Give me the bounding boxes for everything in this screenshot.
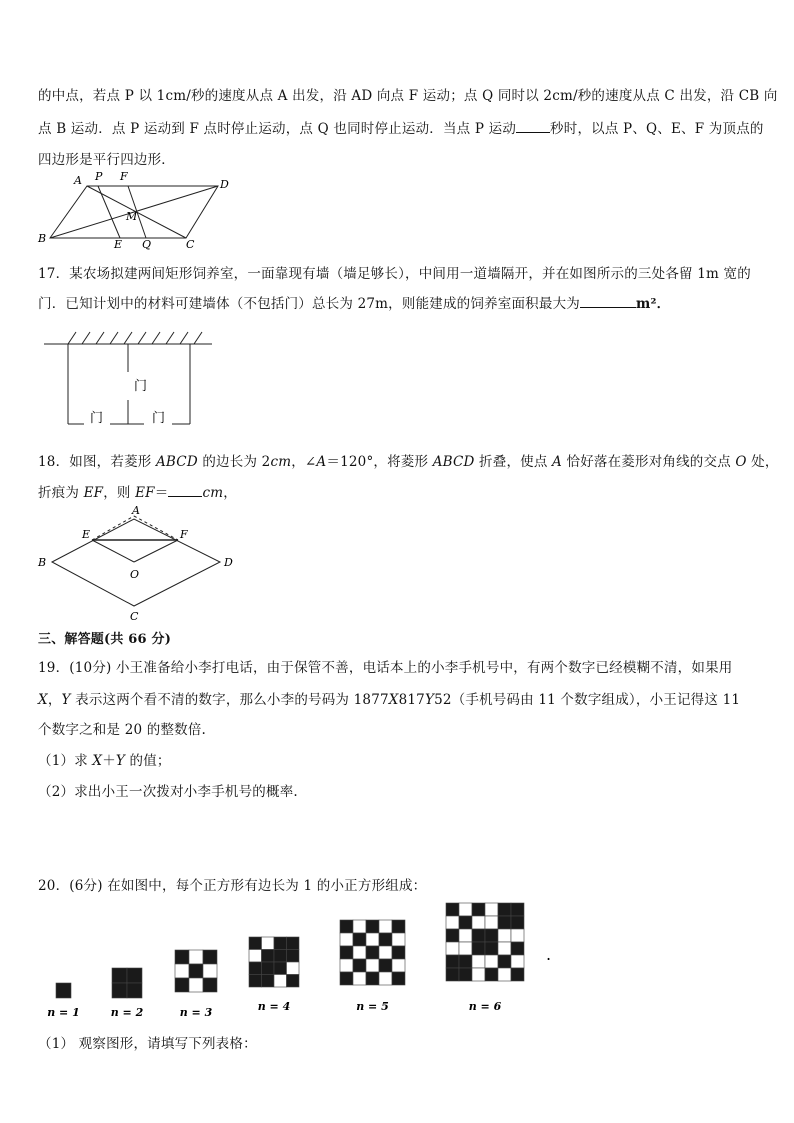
q17-answer-blank[interactable] xyxy=(580,307,636,308)
pattern-cell xyxy=(392,946,405,959)
q16-label-F: F xyxy=(120,170,128,183)
pattern-cell xyxy=(498,955,511,968)
pattern-cell xyxy=(203,950,217,964)
pattern-cell xyxy=(379,946,392,959)
pattern-cell xyxy=(366,959,379,972)
q19-p1b: ＋ xyxy=(102,753,116,769)
pattern-cell xyxy=(485,916,498,929)
pattern-cell xyxy=(446,955,459,968)
pattern-cell xyxy=(379,959,392,972)
pattern-cell xyxy=(511,968,524,981)
q19-t4: 52（手机号码由 11 个数字组成），小王记得这 11 xyxy=(434,692,741,708)
q18-t5: 折叠，使点 xyxy=(474,454,553,470)
pattern-cell xyxy=(446,968,459,981)
pattern-cell xyxy=(511,955,524,968)
pattern-cell xyxy=(56,983,71,998)
q19-X-1: X xyxy=(38,692,48,708)
q18-t10: ＝ xyxy=(154,485,169,501)
pattern-cell xyxy=(175,950,189,964)
q19-line2 xyxy=(38,688,740,708)
pattern-cell xyxy=(459,955,472,968)
pattern-cell xyxy=(379,933,392,946)
pattern-cell xyxy=(459,929,472,942)
q18-label-F: F xyxy=(180,528,188,541)
pattern-cell xyxy=(175,964,189,978)
pattern-cell xyxy=(379,972,392,985)
q18-label-E: E xyxy=(82,528,91,541)
pattern-period: . xyxy=(546,945,552,964)
pattern-label-n5: n = 5 xyxy=(356,1000,389,1013)
pattern-n5 xyxy=(340,920,405,985)
q19-Y-2: Y xyxy=(424,692,435,708)
q18-EF-1: EF xyxy=(83,485,104,501)
q16-label-B: B xyxy=(38,232,47,245)
pattern-cell xyxy=(392,933,405,946)
q18-t9: ，则 xyxy=(103,485,136,501)
q18-cm-2: cm xyxy=(202,485,224,501)
q16-line3: 四边形是平行四边形． xyxy=(38,152,175,168)
pattern-cell xyxy=(112,983,127,998)
pattern-cell xyxy=(485,903,498,916)
pattern-cell xyxy=(189,950,203,964)
pattern-cell xyxy=(392,972,405,985)
pattern-cell xyxy=(485,929,498,942)
q19-Y-3: Y xyxy=(115,753,126,769)
pattern-cell xyxy=(189,978,203,992)
q18-answer-blank[interactable] xyxy=(168,496,202,497)
pattern-cell xyxy=(262,975,275,988)
q18-t1: 18．如图，若菱形 xyxy=(38,454,156,470)
q16-label-C: C xyxy=(186,238,195,250)
q17-line2 xyxy=(38,292,670,312)
q18-abcd-2: ABCD xyxy=(432,454,475,470)
q18-cm-1: cm xyxy=(270,454,292,470)
pattern-cell xyxy=(340,959,353,972)
pattern-cell xyxy=(485,968,498,981)
pattern-cell xyxy=(366,972,379,985)
q18-line2 xyxy=(38,481,237,501)
q16-label-M: M xyxy=(126,210,138,223)
pattern-cell xyxy=(287,937,300,950)
q18-t7: 处， xyxy=(746,454,779,470)
q19-p1a: （1）求 xyxy=(38,753,93,769)
q18-rhombus-figure xyxy=(34,504,244,624)
q19-line3: 个数字之和是 20 的整数倍. xyxy=(38,722,207,738)
pattern-cell xyxy=(353,920,366,933)
pattern-cell xyxy=(249,937,262,950)
pattern-cell xyxy=(353,972,366,985)
pattern-cell xyxy=(498,903,511,916)
pattern-cell xyxy=(249,962,262,975)
pattern-cell xyxy=(498,968,511,981)
pattern-n6 xyxy=(446,903,524,981)
pattern-cell xyxy=(353,946,366,959)
pattern-cell xyxy=(446,903,459,916)
pattern-cell xyxy=(340,933,353,946)
pattern-cell xyxy=(498,942,511,955)
pattern-n1 xyxy=(56,983,71,998)
pattern-cell xyxy=(340,920,353,933)
q19-part1 xyxy=(38,749,171,769)
pattern-cell xyxy=(203,964,217,978)
q18-label-A: A xyxy=(132,504,140,517)
q19-t1: ， xyxy=(47,692,62,708)
pattern-cell xyxy=(511,903,524,916)
pattern-cell xyxy=(472,968,485,981)
q18-O: O xyxy=(735,454,747,470)
q19-line1: 19．(10分) 小王准备给小李打电话，由于保管不善，电话本上的小李手机号中，有两个数字已经模糊不清，如果用 xyxy=(38,660,733,676)
pattern-cell xyxy=(392,920,405,933)
pattern-cell xyxy=(353,959,366,972)
pattern-n3 xyxy=(175,950,217,992)
pattern-cell xyxy=(446,929,459,942)
q19-t3: 817 xyxy=(398,692,425,708)
q16-line2a: 点 B 运动．点 P 运动到 F 点时停止运动，点 Q 也同时停止运动．当点 P 运动 xyxy=(38,121,517,137)
q16-label-A: A xyxy=(74,174,82,187)
pattern-cell xyxy=(446,942,459,955)
section-heading: 三、解答题(共 66 分) xyxy=(38,632,172,647)
pattern-cell xyxy=(446,916,459,929)
q18-abcd-1: ABCD xyxy=(155,454,198,470)
q18-t8: 折痕为 xyxy=(38,485,84,501)
q18-A-1: A xyxy=(316,454,327,470)
pattern-cell xyxy=(287,950,300,963)
q17-line1: 17．某农场拟建两间矩形饲养室，一面靠现有墙（墙足够长），中间用一道墙隔开，并在如图所示的三处各留 1m 宽的 xyxy=(38,266,751,282)
q20-part1: （1） 观察图形，请填写下列表格： xyxy=(38,1036,257,1052)
q16-line2 xyxy=(38,117,764,137)
pattern-cell xyxy=(366,933,379,946)
q19-p1c: 的值； xyxy=(125,753,171,769)
pattern-cell xyxy=(127,968,142,983)
q18-label-C: C xyxy=(130,610,139,623)
pattern-cell xyxy=(287,962,300,975)
q16-line1: 的中点，若点 P 以 1cm/秒的速度从点 A 出发，沿 AD 向点 F 运动；点 Q 同时以 2cm/秒的速度从点 C 出发，沿 CB 向 xyxy=(38,88,778,104)
pattern-cell xyxy=(459,968,472,981)
pattern-cell xyxy=(472,929,485,942)
pattern-cell xyxy=(459,903,472,916)
q18-label-O: O xyxy=(130,568,140,581)
pattern-label-n6: n = 6 xyxy=(468,1000,502,1013)
pattern-cell xyxy=(498,929,511,942)
pattern-cell xyxy=(379,920,392,933)
q18-t6: 恰好落在菱形对角线的交点 xyxy=(562,454,736,470)
pattern-cell xyxy=(485,942,498,955)
pattern-cell xyxy=(459,942,472,955)
q16-label-P: P xyxy=(95,170,103,183)
pattern-cell xyxy=(392,959,405,972)
q18-EF-2: EF xyxy=(135,485,155,501)
pattern-cell xyxy=(274,937,287,950)
pattern-cell xyxy=(189,964,203,978)
pattern-n4 xyxy=(249,937,299,987)
pattern-cell xyxy=(459,916,472,929)
q19-t2: 表示这两个看不清的数字，那么小李的号码为 1877 xyxy=(70,692,389,708)
q16-label-E: E xyxy=(114,238,123,250)
q19-X-3: X xyxy=(92,753,103,769)
pattern-cell xyxy=(472,955,485,968)
q16-parallelogram-figure xyxy=(30,170,240,250)
q18-label-B: B xyxy=(38,556,47,569)
q20-line1: 20．(6分) 在如图中，每个正方形有边长为 1 的小正方形组成： xyxy=(38,878,427,894)
pattern-cell xyxy=(274,950,287,963)
pattern-cell xyxy=(472,942,485,955)
pattern-cell xyxy=(112,968,127,983)
pattern-cell xyxy=(249,950,262,963)
pattern-cell xyxy=(274,962,287,975)
pattern-cell xyxy=(127,983,142,998)
q18-t2: 的边长为 2 xyxy=(197,454,271,470)
q18-label-D: D xyxy=(224,556,233,569)
q17-door-label-right: 门 xyxy=(152,411,166,426)
pattern-cell xyxy=(274,975,287,988)
q17-door-label-middle: 门 xyxy=(134,379,148,394)
q18-t11: ， xyxy=(223,485,237,501)
pattern-label-n2: n = 2 xyxy=(110,1006,144,1019)
pattern-cell xyxy=(498,916,511,929)
q17-line2b: m²． xyxy=(635,296,671,312)
q18-line1 xyxy=(38,450,779,470)
pattern-cell xyxy=(472,916,485,929)
q16-label-Q: Q xyxy=(142,238,152,250)
pattern-label-n3: n = 3 xyxy=(179,1006,213,1019)
pattern-cell xyxy=(262,937,275,950)
pattern-cell xyxy=(511,916,524,929)
q19-part2: （2）求出小王一次拨对小李手机号的概率. xyxy=(38,784,298,800)
q18-A-2: A xyxy=(552,454,562,470)
q16-answer-blank[interactable] xyxy=(516,132,550,133)
q17-door-label-left: 门 xyxy=(90,411,104,426)
q18-t3: ，∠ xyxy=(291,454,317,470)
q18-t4: ＝120°，将菱形 xyxy=(326,454,433,470)
pattern-label-n1: n = 1 xyxy=(47,1006,80,1019)
pattern-cell xyxy=(366,920,379,933)
q16-line2b: 秒时，以点 P、Q、E、F 为顶点的 xyxy=(550,121,764,137)
pattern-cell xyxy=(249,975,262,988)
pattern-label-n4: n = 4 xyxy=(257,1000,291,1013)
pattern-cell xyxy=(366,946,379,959)
pattern-cell xyxy=(353,933,366,946)
pattern-cell xyxy=(340,972,353,985)
pattern-cell xyxy=(485,955,498,968)
q19-X-2: X xyxy=(388,692,399,708)
q19-Y-1: Y xyxy=(61,692,71,708)
pattern-cell xyxy=(175,978,189,992)
q16-label-D: D xyxy=(220,178,229,191)
pattern-cell xyxy=(511,942,524,955)
pattern-n2 xyxy=(112,968,142,998)
pattern-cell xyxy=(287,975,300,988)
q17-line2a: 门．已知计划中的材料可建墙体（不包括门）总长为 27m，则能建成的饲养室面积最大为 xyxy=(38,296,580,312)
q17-pen-figure xyxy=(40,326,220,430)
pattern-cell xyxy=(262,950,275,963)
pattern-cell xyxy=(472,903,485,916)
pattern-cell xyxy=(203,978,217,992)
pattern-cell xyxy=(262,962,275,975)
pattern-cell xyxy=(511,929,524,942)
pattern-cell xyxy=(340,946,353,959)
